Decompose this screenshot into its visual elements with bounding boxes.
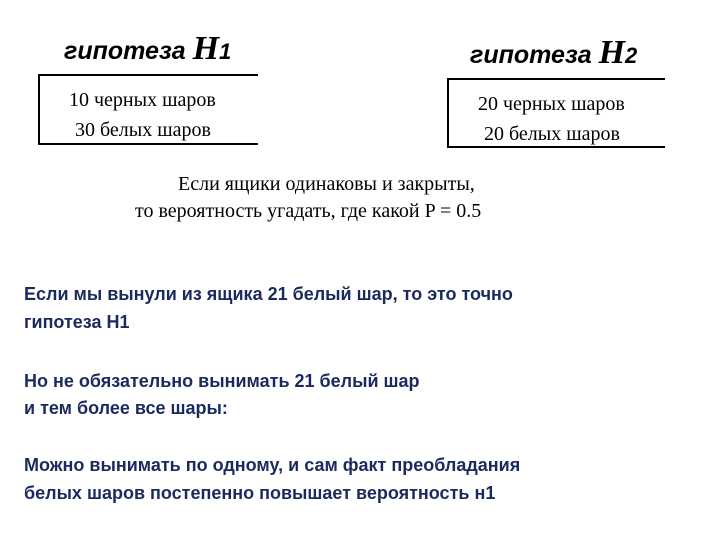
- condition-line-2: то вероятность угадать, где какой P = 0.5: [135, 200, 482, 222]
- hypothesis-2-title-word: гипотеза: [470, 41, 599, 69]
- hypothesis-1-title-word: гипотеза: [64, 37, 193, 65]
- explanation-para-1-line-1: Если мы вынули из ящика 21 белый шар, то это точно: [24, 284, 513, 304]
- explanation-para-2-line-2: и тем более все шары:: [24, 398, 228, 418]
- hypothesis-1-white-balls: 30 белых шаров: [75, 119, 211, 141]
- hypothesis-1-box: [38, 74, 258, 145]
- hypothesis-2-black-balls: 20 черных шаров: [478, 93, 625, 115]
- condition-line-1: Если ящики одинаковы и закрыты,: [178, 173, 475, 195]
- hypothesis-2-title: [470, 36, 637, 70]
- explanation-para-3-line-1: Можно вынимать по одному, и сам факт преобладания: [24, 455, 521, 475]
- hypothesis-2-white-balls: 20 белых шаров: [484, 123, 620, 145]
- hypothesis-2-box: [447, 78, 665, 148]
- explanation-para-1-line-2: гипотеза Н1: [24, 312, 130, 332]
- hypothesis-1-title: [64, 32, 231, 66]
- hypothesis-2-index: 2: [625, 43, 638, 68]
- explanation-para-3-line-2: белых шаров постепенно повышает вероятность н1: [24, 483, 496, 503]
- hypothesis-2-letter: Н: [598, 34, 626, 71]
- hypothesis-1-black-balls: 10 черных шаров: [69, 89, 216, 111]
- hypothesis-1-index: 1: [219, 39, 232, 64]
- explanation-para-2-line-1: Но не обязательно вынимать 21 белый шар: [24, 371, 420, 391]
- hypothesis-1-letter: Н: [192, 30, 220, 67]
